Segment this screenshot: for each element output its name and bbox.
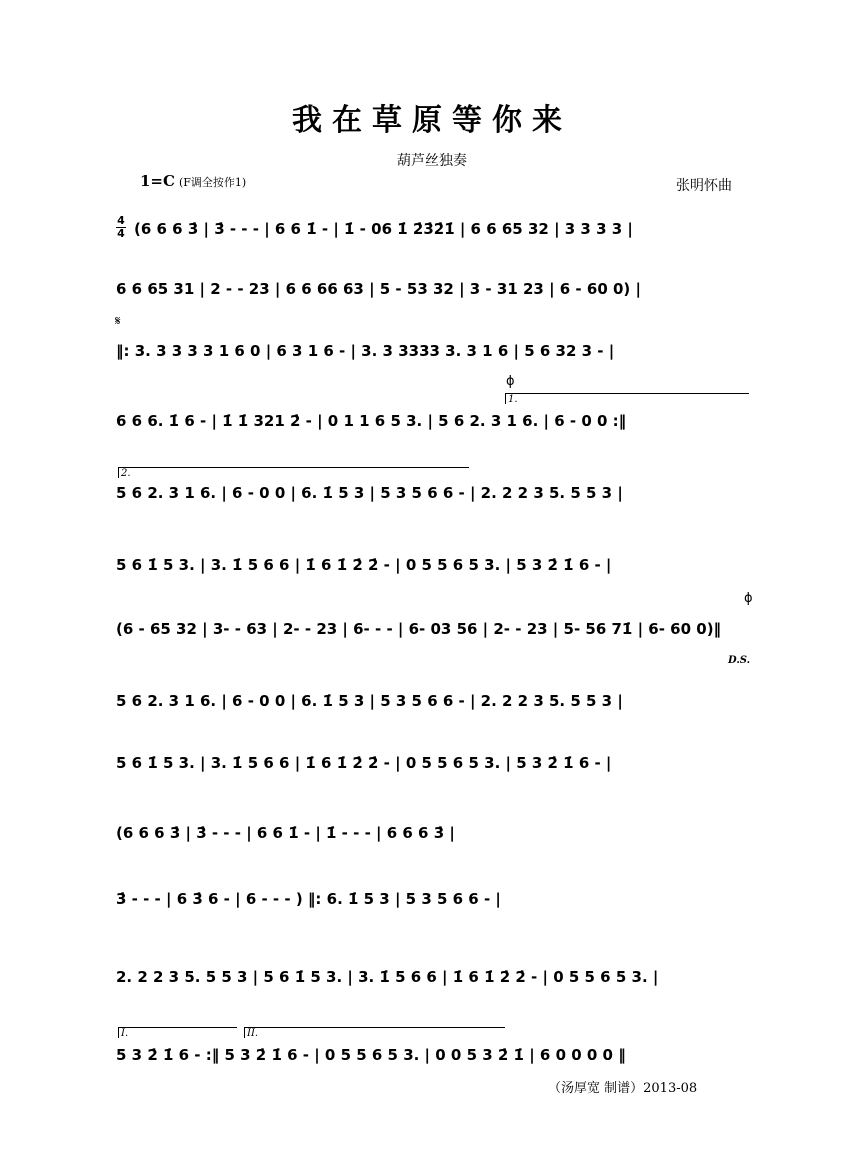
staff-row-8: [116, 684, 752, 718]
staff-row-13: [116, 1038, 752, 1072]
key-signature: [140, 172, 246, 190]
staff-row-text: (6 6 6 3̇ | 3̇ - - - | 6 6 1̇ - | 1̇ - - - | 6 6 6 3̇ |: [116, 824, 455, 842]
coda-icon-2: ɸ: [744, 591, 753, 606]
staff-row-1: [134, 212, 752, 246]
staff-row-text: 3̇ - - - | 6 3̇ 6 - | 6 - - - ) ‖: 6. 1̇ 5 3 | 5 3 5 6 6 - |: [116, 890, 501, 908]
staff-row-12: [116, 960, 752, 994]
staff-row-text: 5 6 1̇ 5 3. | 3. 1̇ 5 6 6 | 1̇ 6 1̇ 2̇ 2̇ - | 0 5 5 6 5 3. | 5 3 2̇ 1̇ 6 - |: [116, 754, 612, 772]
ds-mark: D.S.: [728, 655, 751, 666]
volta-first-label: 1.: [508, 394, 518, 405]
staff-row-9: [116, 746, 752, 780]
staff-row-text: 5 6 1̇ 5 3. | 3. 1̇ 5 6 6 | 1̇ 6 1̇ 2̇ 2̇ - | 0 5 5 6 5 3. | 5 3 2̇ 1̇ 6 - |: [116, 556, 612, 574]
volta-roman-first-label: I.: [121, 1028, 129, 1039]
key-note: (F调全按作1): [178, 176, 247, 189]
staff-row-4: [116, 404, 752, 438]
staff-row-11: [116, 882, 752, 916]
coda-icon: ɸ: [506, 374, 515, 389]
staff-row-text: 6 6 6. 1̇ 6 - | 1̇ 1̇ 321 2̇ - | 0 1 1 6 5 3. | 5 6 2. 3 1 6. | 6 - 0 0 :‖: [116, 412, 627, 430]
composer: 张明怀曲: [676, 178, 732, 194]
volta-roman-first: [118, 1027, 237, 1038]
staff-row-text: (6 6 6 3̇ | 3̇ - - - | 6 6 1̇ - | 1̇ - 06 1̇ 2̇3̇2̇1̇ | 6 6 65 32 | 3 3 3 3 |: [134, 220, 633, 238]
staff-row-5: [116, 476, 752, 510]
segno-icon: 𝄋: [115, 314, 121, 329]
time-signature: [116, 215, 126, 240]
volta-roman-second: [244, 1027, 505, 1038]
staff-row-7: [116, 612, 752, 646]
page-title: 我在草原等你来: [292, 103, 572, 138]
key-label: 1=C: [140, 172, 175, 190]
volta-roman-second-label: II.: [247, 1028, 259, 1039]
volta-second-label: 2.: [121, 468, 131, 479]
staff-row-2: [116, 272, 752, 306]
staff-row-text: 6 6 65 31 | 2 - - 23 | 6 6 66 63 | 5 - 53 32 | 3 - 31 23 | 6 - 60 0) |: [116, 280, 641, 298]
staff-row-text: (6 - 65 32 | 3- - 63 | 2- - 23 | 6- - - | 6- 03 56 | 2- - 23 | 5- 56 71̇ | 6- 60 0)‖: [116, 620, 722, 638]
staff-row-3: [116, 334, 752, 368]
staff-row-6: [116, 548, 752, 582]
subtitle: 葫芦丝独奏: [397, 153, 467, 169]
time-signature-top: 4: [117, 214, 125, 227]
volta-first: [505, 393, 749, 404]
time-signature-bottom: 4: [117, 227, 125, 240]
staff-row-text: 5 6 2. 3 1 6. | 6 - 0 0 | 6. 1̇ 5 3 | 5 3 5 6 6 - | 2. 2 2 3 5. 5 5 3 |: [116, 692, 623, 710]
credit: （汤厚宽 制谱）2013-08: [548, 1081, 698, 1096]
staff-row-10: [116, 816, 752, 850]
staff-row-text: 2. 2 2 3 5. 5 5 3 | 5 6 1̇ 5 3. | 3. 1̇ 5 6 6 | 1̇ 6 1̇ 2̇ 2̇ - | 0 5 5 6 5 3. |: [116, 968, 659, 986]
staff-row-text: ‖: 3. 3 3 3 3 1 6 0 | 6 3 1 6 - | 3. 3 3333 3. 3 1 6 | 5 6 32 3 - |: [116, 342, 615, 360]
staff-row-text: 5 3 2̇ 1̇ 6 - :‖ 5 3 2̇ 1̇ 6 - | 0 5 5 6 5 3. | 0 0 5 3 2̇ 1̇ | 6 0 0 0 0 ‖: [116, 1046, 626, 1064]
staff-row-text: 5 6 2. 3 1 6. | 6 - 0 0 | 6. 1̇ 5 3 | 5 3 5 6 6 - | 2. 2 2 3 5. 5 5 3 |: [116, 484, 623, 502]
